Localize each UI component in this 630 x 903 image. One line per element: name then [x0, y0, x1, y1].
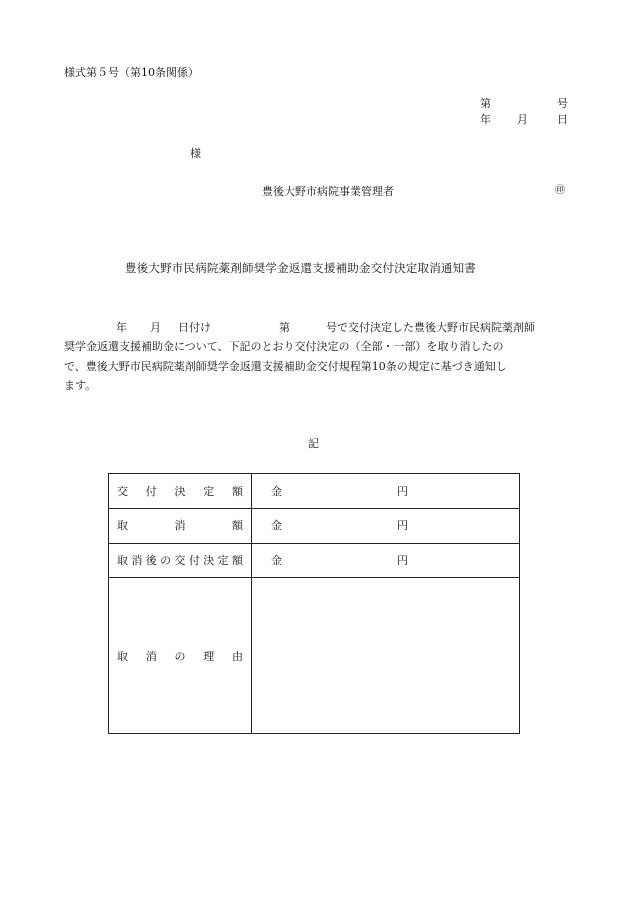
- label-char: 交: [117, 485, 128, 498]
- ki-heading: 記: [308, 437, 319, 450]
- body-line-4: ます。: [64, 379, 97, 392]
- label-char: 交: [174, 554, 186, 567]
- body-line-3: で、豊後大野市民病院薬剤師奨学金返還支援補助金交付規程第10条の規定に基づき通知し: [64, 360, 507, 373]
- amount-yen-unit: 円: [397, 519, 408, 532]
- issue-date: [480, 114, 568, 128]
- row-label-post-cancel-amount: [117, 555, 243, 566]
- body-line-1: [64, 322, 569, 336]
- label-char: 付: [145, 485, 157, 498]
- addressee-honorific: 様: [190, 147, 201, 160]
- document-number: [480, 98, 568, 112]
- label-char: の: [174, 650, 186, 663]
- body-line-2: 奨学金返還支援補助金について、下記のとおり交付決定の（全部・一部）を取り消したの: [64, 340, 504, 353]
- table-row-divider: [109, 543, 519, 544]
- label-char: 取: [117, 554, 128, 567]
- label-char: 取: [117, 650, 128, 663]
- doc-number-suffix: 号: [557, 97, 568, 110]
- label-char: 後: [145, 554, 157, 567]
- label-char: の: [160, 554, 172, 567]
- label-char: 額: [232, 519, 243, 532]
- date-day: 日: [557, 113, 568, 126]
- body-line1-rest: 号で交付決定した豊後大野市民病院薬剤師: [326, 321, 535, 334]
- label-char: 定: [203, 485, 215, 498]
- row-label-reason: [117, 651, 243, 662]
- row-label-decided-amount: [117, 486, 243, 497]
- date-year: 年: [480, 113, 491, 126]
- sender-name: 豊後大野市病院事業管理者: [262, 185, 394, 198]
- amount-yen-unit: 円: [397, 554, 408, 567]
- form-id: 様式第５号（第10条関係）: [64, 66, 199, 79]
- row-label-cancelled-amount: [117, 520, 243, 531]
- body-year: 年: [116, 321, 127, 334]
- label-char: 決: [203, 554, 215, 567]
- label-char: 決: [174, 485, 186, 498]
- label-char: 消: [131, 554, 143, 567]
- amount-kin-mark: 金: [271, 485, 282, 498]
- amount-kin-mark: 金: [271, 554, 282, 567]
- label-char: 額: [232, 485, 243, 498]
- body-dated: 日付け: [178, 321, 211, 334]
- body-dai: 第: [279, 321, 290, 334]
- date-month: 月: [517, 113, 528, 126]
- cancellation-table: [108, 473, 520, 734]
- label-char: 定: [217, 554, 229, 567]
- doc-number-prefix: 第: [480, 97, 491, 110]
- label-char: 消: [145, 650, 157, 663]
- label-char: 由: [232, 650, 243, 663]
- label-char: 付: [188, 554, 200, 567]
- seal-mark: ㊞: [555, 185, 565, 196]
- amount-kin-mark: 金: [271, 519, 282, 532]
- label-char: 取: [117, 519, 128, 532]
- label-char: 消: [174, 519, 186, 532]
- label-char: 理: [203, 650, 215, 663]
- document-title: 豊後大野市民病院薬剤師奨学金返還支援補助金交付決定取消通知書: [125, 261, 476, 275]
- amount-yen-unit: 円: [397, 485, 408, 498]
- table-row-divider: [109, 508, 519, 509]
- body-month: 月: [150, 321, 161, 334]
- label-char: 額: [232, 554, 243, 567]
- reason-field[interactable]: [252, 578, 519, 733]
